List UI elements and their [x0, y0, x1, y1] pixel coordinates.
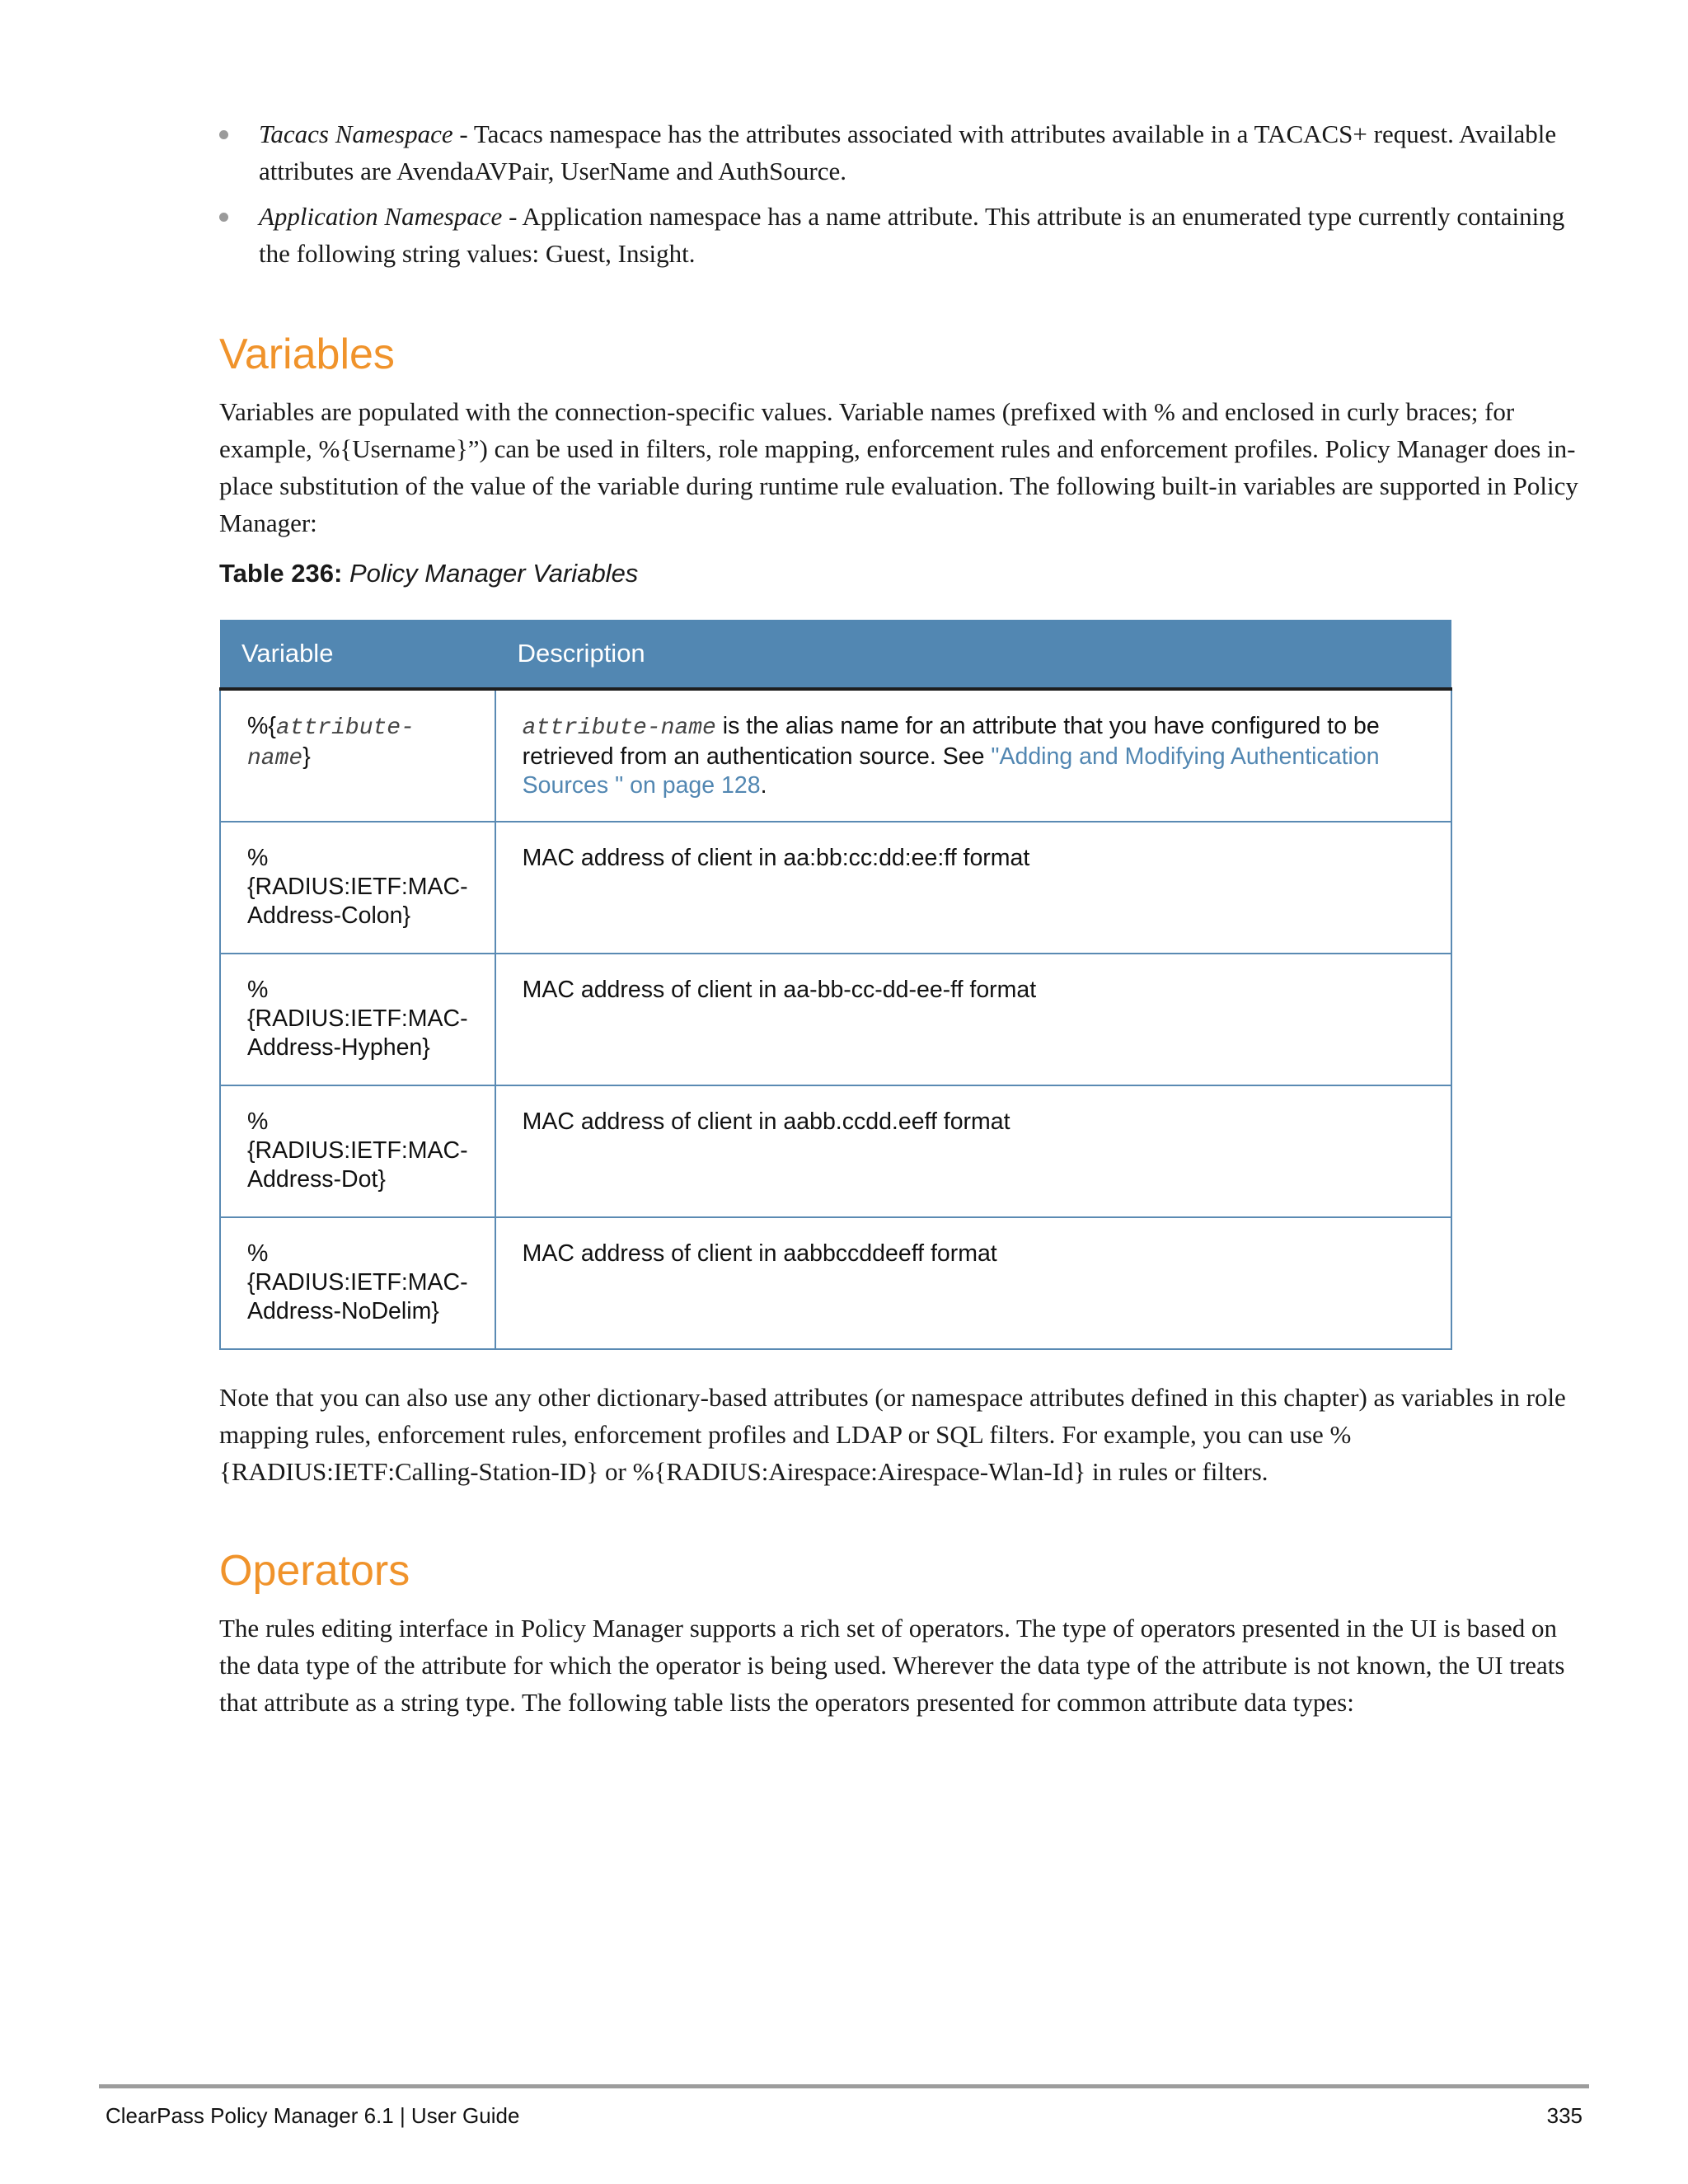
variable-cell: %{RADIUS:IETF:MAC-Address-NoDelim} [220, 1217, 495, 1349]
bullet-term: Tacacs Namespace [259, 120, 453, 148]
list-item [219, 198, 1594, 272]
description-cell: MAC address of client in aa:bb:cc:dd:ee:ff format [495, 822, 1451, 954]
variable-cell: %{RADIUS:IETF:MAC-Address-Hyphen} [220, 954, 495, 1085]
table-title-text: Policy Manager Variables [349, 559, 639, 588]
operators-intro: The rules editing interface in Policy Manager supports a rich set of operators. The type of operators presented in the UI is based on the data type of the attribute for which the operator is being used. Wherever the data type of the attribute is not known, the UI treats that attribute as a string type. The following table lists the operators presented for common attribute data types: [219, 1614, 1565, 1717]
variables-heading: Variables [219, 330, 395, 378]
description-text: is the alias name for an attribute that you have configured to be retrieved from an authentication source. See [522, 713, 1380, 770]
table-row [220, 822, 1451, 954]
description-cell [495, 689, 1451, 822]
footer-page-number: 335 [1546, 2103, 1582, 2128]
namespace-bullet-list [219, 115, 1594, 280]
table-row [220, 1085, 1451, 1217]
variable-prefix: %{ [247, 713, 276, 739]
operators-heading: Operators [219, 1547, 410, 1595]
column-header-variable: Variable [220, 620, 495, 689]
table-title [219, 559, 638, 588]
description-cell: MAC address of client in aabbccddeeff format [495, 1217, 1451, 1349]
table-row [220, 689, 1451, 822]
table-title-label: Table 236: [219, 559, 343, 588]
description-cell: MAC address of client in aabb.ccdd.eeff format [495, 1085, 1451, 1217]
description-end: . [760, 772, 767, 799]
bullet-text: - Tacacs namespace has the attributes associated with attributes available in a TACACS+ request. Available attributes are AvendaAVPair, UserName and AuthSource. [259, 120, 1557, 185]
bullet-text: - Application namespace has a name attribute. This attribute is an enumerated type currently containing the following string values: Guest, Insight. [259, 202, 1565, 268]
bullet-term: Application Namespace [259, 202, 503, 231]
variable-cell: %{RADIUS:IETF:MAC-Address-Colon} [220, 822, 495, 954]
bullet-icon [219, 213, 228, 222]
list-item [219, 115, 1594, 190]
variable-cell: %{RADIUS:IETF:MAC-Address-Dot} [220, 1085, 495, 1217]
variable-suffix: } [302, 743, 311, 770]
description-cell: MAC address of client in aa-bb-cc-dd-ee-ff format [495, 954, 1451, 1085]
variable-name-mono: attribute-name [247, 715, 415, 771]
column-header-description: Description [495, 620, 1451, 689]
description-mono: attribute-name [522, 715, 716, 741]
variables-note: Note that you can also use any other dictionary-based attributes (or namespace attributes defined in this chapter) as variables in role mapping rules, enforcement rules, enforcement profiles and LDAP or SQL filters. For example, you can use %{RADIUS:IETF:Calling-Station-ID} or %{RADIUS:Airespace:Airespace-Wlan-Id} in rules or filters. [219, 1383, 1566, 1486]
table-row [220, 954, 1451, 1085]
footer-doc-title: ClearPass Policy Manager 6.1 | User Guide [106, 2103, 520, 2128]
variable-cell [220, 689, 495, 822]
table-header-row [220, 620, 1451, 689]
table-row [220, 1217, 1451, 1349]
bullet-icon [219, 130, 228, 139]
adding-auth-sources-link[interactable]: "Adding and Modifying Authentication Sources " on page 128 [522, 743, 1380, 799]
variables-table [219, 620, 1452, 1350]
variables-intro: Variables are populated with the connection-specific values. Variable names (prefixed with % and enclosed in curly braces; for example, %{Username}”) can be used in filters, role mapping, enforcement rules and enforcement profiles. Policy Manager does in-place substitution of the value of the variable during runtime rule evaluation. The following built-in variables are supported in Policy Manager: [219, 397, 1578, 537]
footer-divider [99, 2084, 1589, 2088]
